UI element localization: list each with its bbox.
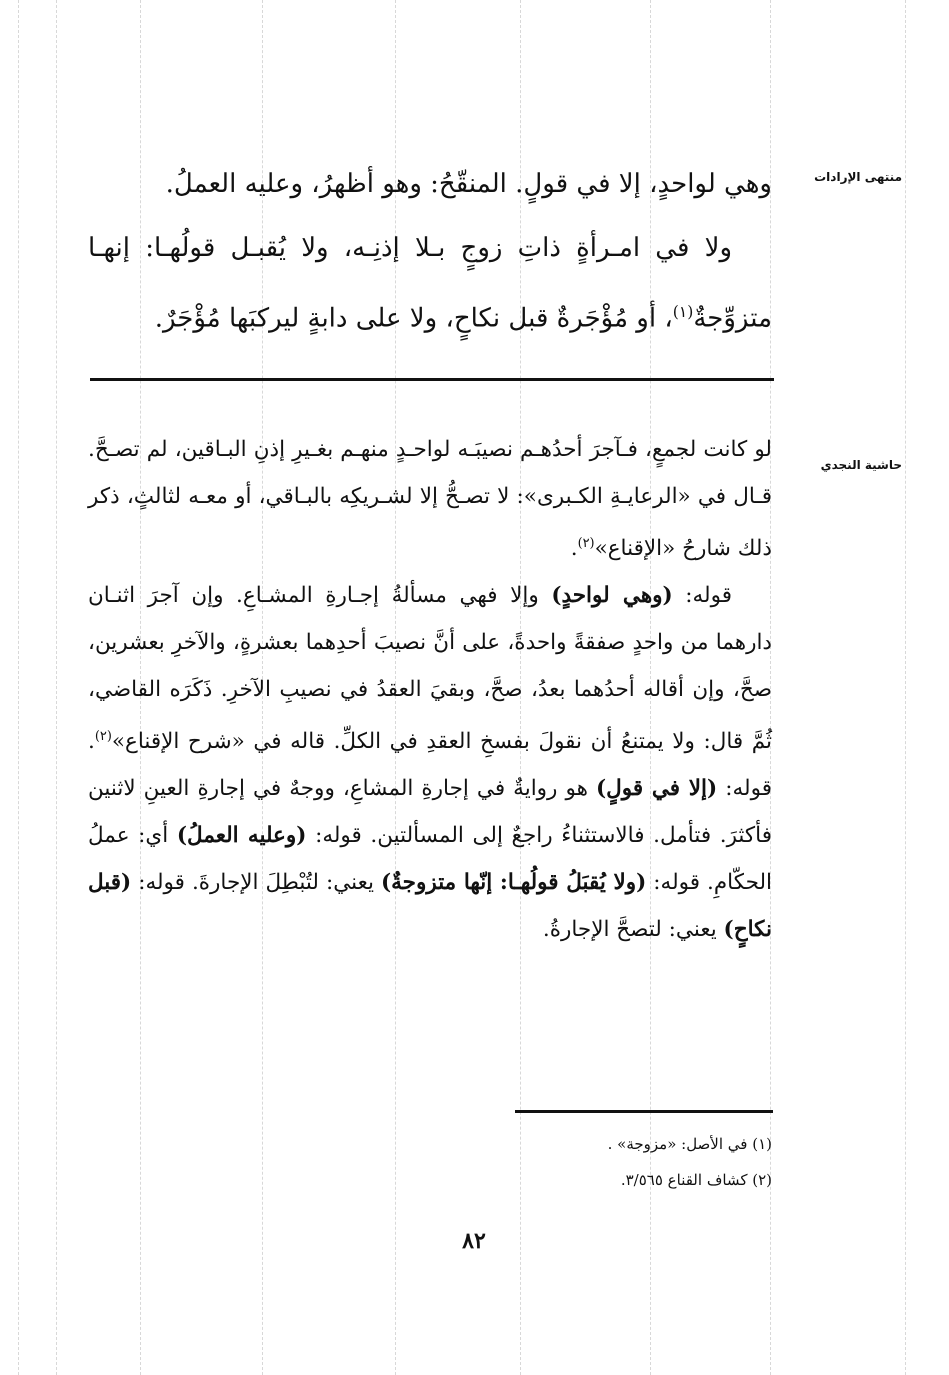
hashiya-text [88, 426, 772, 953]
main-text [88, 152, 772, 351]
footnote-ref[interactable]: (٢) [577, 536, 595, 551]
footnote-ref[interactable]: (١) [672, 303, 694, 321]
quoted-term: (وهي لواحدٍ) [551, 583, 673, 609]
scan-line [56, 0, 57, 1375]
scan-line [18, 0, 19, 1375]
footnote-divider [515, 1110, 773, 1113]
section-divider [90, 378, 774, 381]
side-label-hashiya: حاشية النجدي [820, 458, 902, 472]
quoted-term: (وعليه العملُ) [176, 823, 307, 849]
main-paragraph-2: ولا في امـرأةٍ ذاتِ زوجٍ بـلا إذنِـه، ولا يُقبـل قولُهـا: إنهـا متزوِّجةٌ$^{(١)}$، أو مُؤْجَرةٌ قبل نكاحٍ، ولا على دابةٍ ليركبَها مُؤْجَرٌ. [88, 233, 772, 334]
footnote-1: (١) في الأصل: «مزوجة» . [607, 1135, 772, 1153]
hashiya-paragraph-2: قوله: (وهي لواحدٍ) وإلا فهي مسألةُ إجـارةِ المشـاعِ. وإن آجرَ اثنـان دارهما من واحدٍ صفقةً واحدةً، على أنَّ نصيبَ أحدِهما بعشرةٍ، والآخرِ بعشرين، صحَّ، وإن أقاله أحدُهما بعدُ، صحَّ، وبقيَ العقدُ في نصيبِ الآخرِ. ذَكَرَه القاضي، ثُمَّ قال: ولا يمتنعُ أن نقولَ بفسخِ العقدِ في الكلِّ. قاله في «شرح الإقناع»$^{(٢)}$. قوله: (إلا في قولٍ) هو روايةٌ في إجارةِ المشاعِ، ووجهٌ في إجارةِ العينِ لاثنين فأكثرَ. فتأمل. فالاستثناءُ راجعٌ إلى المسألتين. قوله: (وعليه العملُ) أي: عملُ الحكّامِ. قوله: (ولا يُقبَلُ قولُهـا: إنّها متزوجةٌ) يعني: لتُبْطِلَ الإجارةَ. قوله: (قبل نكاحٍ) يعني: لتصحَّ الإجارةُ. [88, 583, 772, 943]
hashiya-paragraph-1: لو كانت لجمعٍ، فـآجرَ أحدُهـم نصيبَـه لواحـدٍ منهـم بغـيرِ إذنِ البـاقين، لم تصـحَّ. قـال في «الرعايـةِ الكـبرى»: لا تصـحُّ إلا لشـريكِه بالبـاقي، أو معـه لثالثٍ، ذكر ذلك شارحُ «الإقناع»$^{(٢)}$. [88, 437, 772, 562]
quoted-term: (قبل نكاحٍ) [88, 870, 772, 943]
quoted-term: (ولا يُقبَلُ قولُهـا: إنّها متزوجةٌ) [380, 870, 647, 896]
main-paragraph-1: وهي لواحدٍ، إلا في قولٍ. المنقّحُ: وهو أظهرُ، وعليه العملُ. [165, 169, 772, 199]
scan-line [905, 0, 906, 1375]
side-label-muntaha: منتهى الإرادات [814, 170, 902, 184]
footnotes [500, 1126, 772, 1198]
quoted-term: (إلا في قولٍ) [596, 776, 718, 802]
footnote-ref[interactable]: (٢) [94, 729, 112, 745]
page-number: ٨٢ [462, 1228, 486, 1254]
footnote-2: (٢) كشاف القناع ٣/٥٦٥. [620, 1171, 772, 1189]
